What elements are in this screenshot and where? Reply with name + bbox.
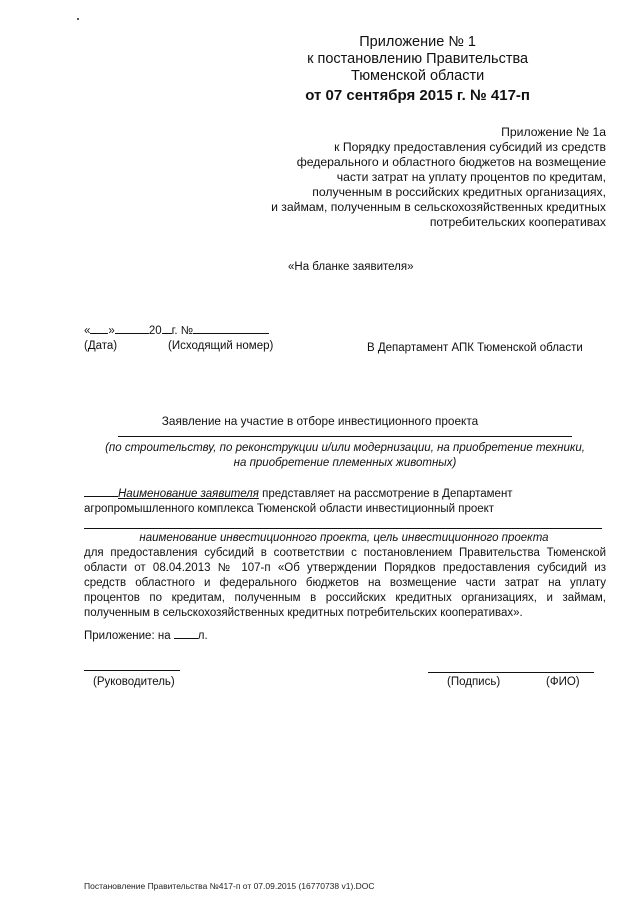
date-label: (Дата) bbox=[84, 340, 118, 352]
appendix-1a-header bbox=[271, 125, 606, 230]
appendix-1a-line: потребительских кооперативах bbox=[429, 215, 606, 229]
outgoing-number-label: (Исходящий номер) bbox=[168, 340, 274, 352]
year-suffix: г. № bbox=[171, 325, 194, 337]
appendix-1-title: Приложение № 1 bbox=[359, 34, 476, 50]
date-close-quote: » bbox=[108, 325, 115, 337]
appendix-1-date-number: от 07 сентября 2015 г. № 417-п bbox=[305, 87, 530, 104]
appendix-1a-line: части затрат на уплату процентов по кредитам, bbox=[336, 170, 606, 184]
scan-mark bbox=[77, 18, 79, 20]
body-paragraph-2: для предоставления субсидий в соответствии с постановлением Правительства Тюменской области от 08.04.2013 № 107-п «Об утверждении Порядков предоставления субсидий из средств областного и федерального бюджетов на возмещение части затрат на уплату процентов по кредитам, полученным в российских кредитных организациях, и займам, полученным в сельскохозяйственных кредитных потребительских кооперативах». bbox=[84, 547, 606, 619]
body-paragraph-1 bbox=[84, 487, 604, 517]
head-label: (Руководитель) bbox=[93, 676, 175, 688]
appendix-1-line-3: Тюменской области bbox=[351, 68, 485, 84]
appendix-1a-line: федерального и областного бюджетов на возмещение bbox=[296, 155, 606, 169]
project-caption: наименование инвестиционного проекта, цель инвестиционного проекта bbox=[139, 532, 549, 544]
title-underline bbox=[118, 436, 572, 437]
month-blank[interactable] bbox=[115, 333, 149, 334]
date-open-quote: « bbox=[84, 325, 91, 337]
signature-fio-line[interactable] bbox=[428, 672, 594, 673]
appendix-1a-line: и займам, полученным в сельскохозяйственных кредитных bbox=[271, 200, 606, 214]
applicant-name[interactable]: Наименование заявителя bbox=[118, 488, 259, 500]
day-blank[interactable] bbox=[90, 333, 108, 334]
attachment-pages-blank[interactable] bbox=[174, 638, 198, 639]
application-title: Заявление на участие в отборе инвестиционного проекта bbox=[161, 414, 479, 428]
appendix-1a-line: полученным в российских кредитных организациях, bbox=[312, 185, 606, 199]
letterhead-note: «На бланке заявителя» bbox=[288, 261, 414, 273]
body-text-1: представляет на рассмотрение в Департамент агропромышленного комплекса Тюменской области инвестиционный проект bbox=[84, 488, 513, 515]
document-footer: Постановление Правительства №417-п от 07.09.2015 (16770738 v1).DOC bbox=[84, 881, 375, 891]
recipient: В Департамент АПК Тюменской области bbox=[367, 342, 583, 354]
attachment-line bbox=[84, 630, 208, 642]
attachment-prefix: Приложение: на bbox=[84, 630, 171, 642]
application-subtitle: (по строительству, по реконструкции и/или модернизации, на приобретение техники, на приобретение племенных животных) bbox=[105, 442, 585, 469]
fio-label: (ФИО) bbox=[546, 676, 580, 688]
appendix-1a-line: к Порядку предоставления субсидий из средств bbox=[334, 140, 606, 154]
year-blank[interactable] bbox=[162, 333, 172, 334]
appendix-1-line-2: к постановлению Правительства bbox=[307, 51, 529, 67]
outgoing-number-blank[interactable] bbox=[193, 333, 269, 334]
attachment-suffix: л. bbox=[197, 630, 208, 642]
signature-label: (Подпись) bbox=[447, 676, 501, 688]
year-prefix: 20 bbox=[148, 325, 162, 337]
appendix-1a-title: Приложение № 1а bbox=[501, 125, 606, 139]
appendix-1-header bbox=[305, 34, 530, 104]
applicant-lead-blank bbox=[84, 496, 118, 497]
head-signature-line[interactable] bbox=[84, 670, 180, 671]
date-line bbox=[84, 325, 269, 337]
project-name-line[interactable] bbox=[84, 528, 602, 529]
